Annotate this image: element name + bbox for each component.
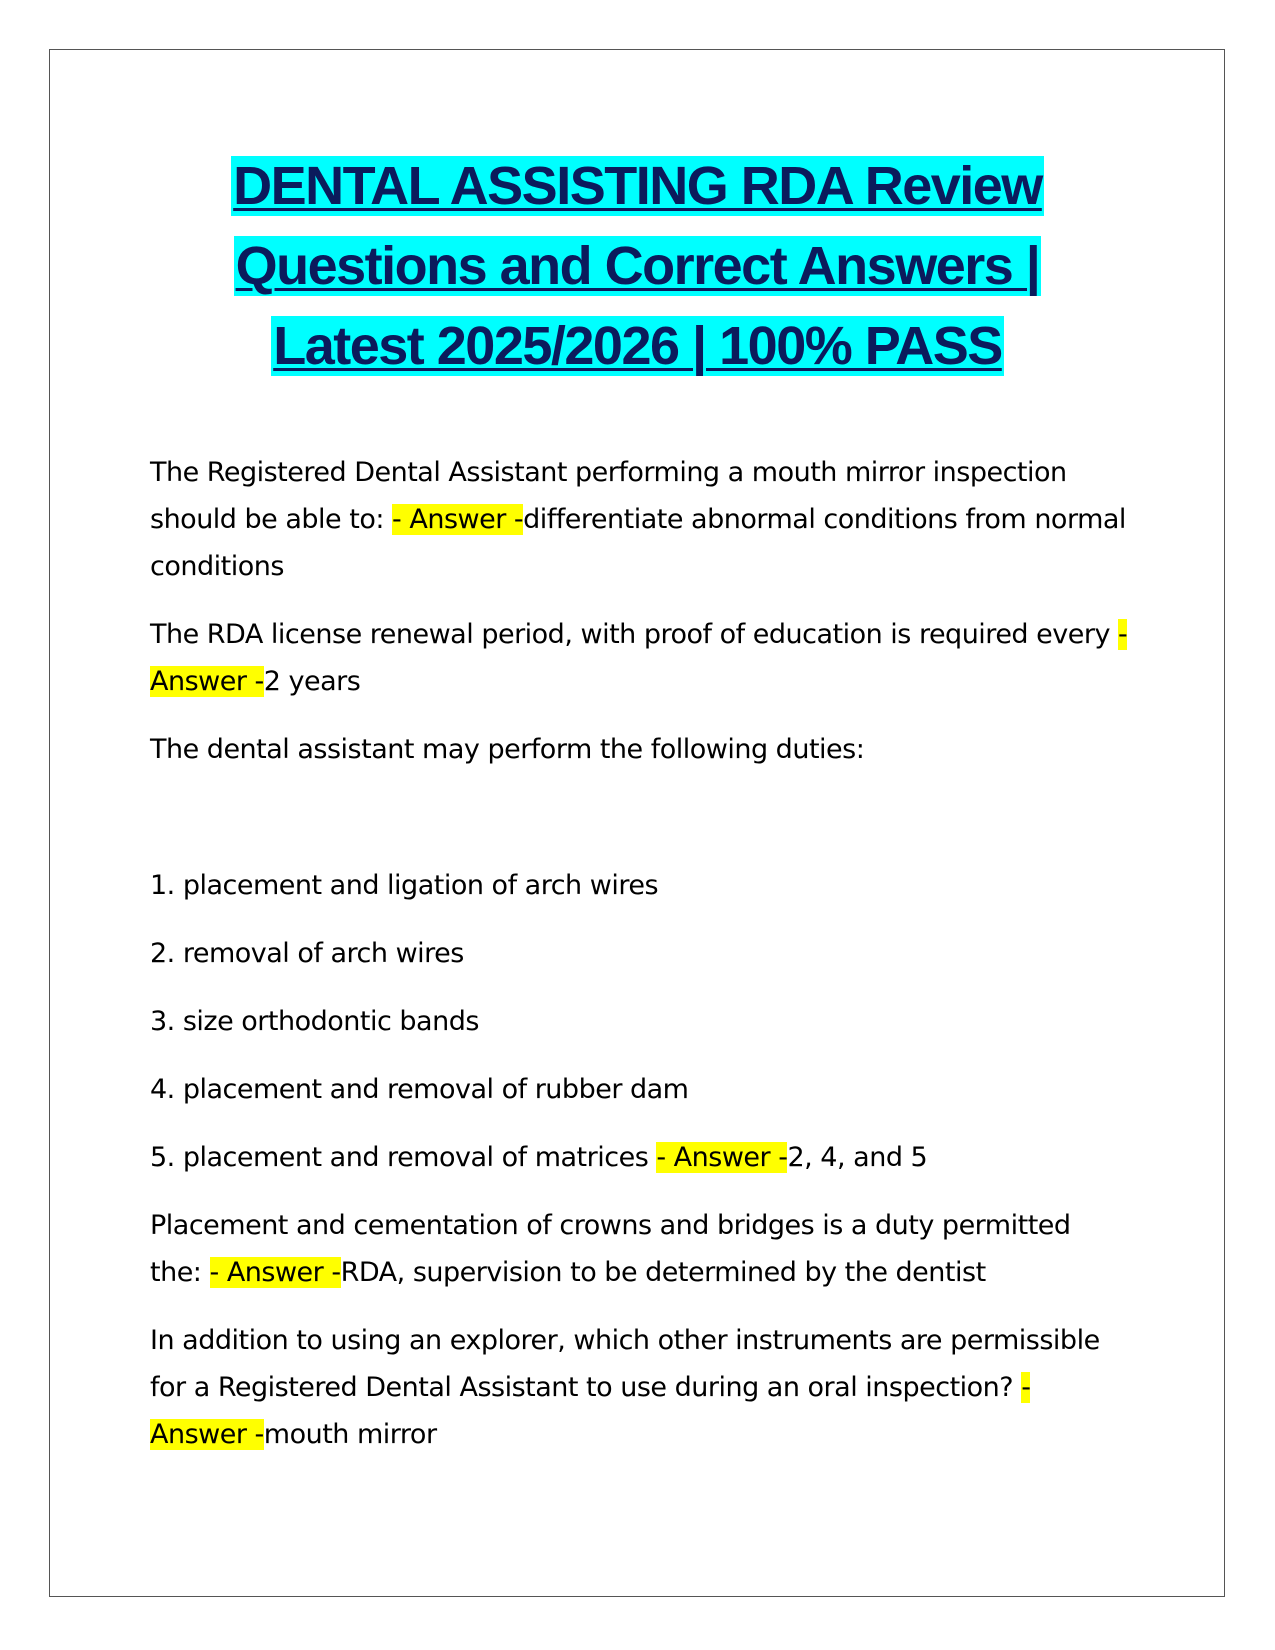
question-text: The RDA license renewal period, with proof of education is required every bbox=[150, 619, 1119, 650]
question-text: The Registered Dental Assistant performing a mouth mirror inspection should be able to: bbox=[150, 457, 1067, 535]
answer-text: 2 years bbox=[263, 666, 361, 697]
question-text: 5. placement and removal of matrices bbox=[150, 1142, 657, 1173]
answer-text: 2, 4, and 5 bbox=[787, 1142, 928, 1173]
duty-item-5 bbox=[150, 1134, 1130, 1181]
blank-gap bbox=[150, 794, 1130, 862]
title-line-1: DENTAL ASSISTING RDA Review bbox=[233, 156, 1042, 216]
answer-tag: - Answer - bbox=[150, 619, 1128, 697]
answer-tag: - Answer - bbox=[209, 1257, 341, 1288]
question-text: In addition to using an explorer, which other instruments are permissible for a Registered Dental Assistant to use during an oral inspection? bbox=[150, 1325, 1100, 1403]
title-line-3: Latest 2025/2026 | 100% PASS bbox=[273, 316, 1002, 376]
duty-item-3: 3. size orthodontic bands bbox=[150, 1006, 479, 1037]
question-text: Placement and cementation of crowns and bridges is a duty permitted the: bbox=[150, 1210, 1071, 1288]
duties-intro: The dental assistant may perform the following duties: bbox=[150, 734, 865, 765]
document-title bbox=[150, 146, 1125, 386]
qa-item-4 bbox=[150, 1317, 1130, 1458]
duty-item-1: 1. placement and ligation of arch wires bbox=[150, 870, 659, 901]
answer-text: mouth mirror bbox=[263, 1419, 437, 1450]
qa-item-2 bbox=[150, 611, 1130, 705]
answer-tag: - Answer - bbox=[656, 1142, 788, 1173]
qa-item-1 bbox=[150, 449, 1130, 590]
qa-item-3 bbox=[150, 1202, 1130, 1296]
duty-item-2: 2. removal of arch wires bbox=[150, 938, 464, 969]
answer-tag: - Answer - bbox=[392, 504, 524, 535]
title-line-2: Questions and Correct Answers | bbox=[235, 236, 1040, 296]
answer-text: differentiate abnormal conditions from normal conditions bbox=[150, 504, 1126, 582]
duty-item-4: 4. placement and removal of rubber dam bbox=[150, 1074, 689, 1105]
document-body bbox=[150, 449, 1130, 1479]
answer-tag: - Answer - bbox=[150, 1372, 1031, 1450]
answer-text: RDA, supervision to be determined by the dentist bbox=[340, 1257, 986, 1288]
